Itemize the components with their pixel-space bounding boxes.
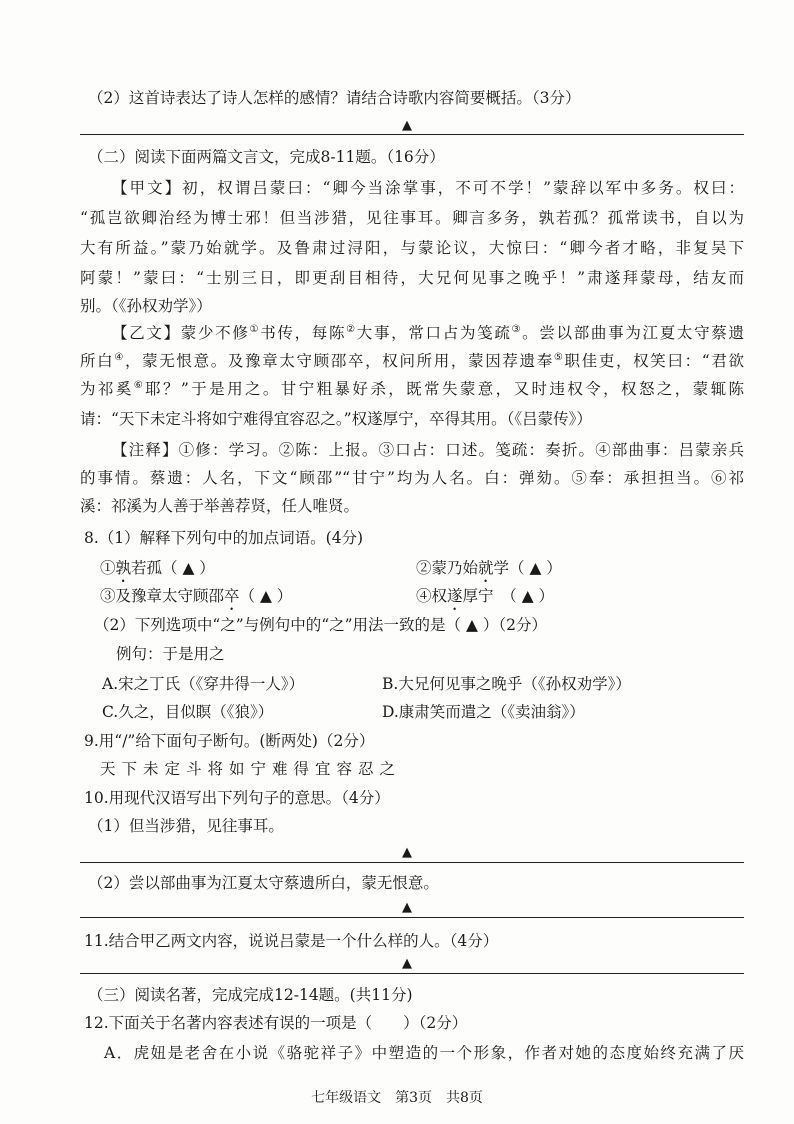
jia-text-line: 阿蒙！”蒙曰：“士别三日，即更刮目相待，大兄何见事之晚乎！”肃遂拜蒙母，结友而 <box>80 269 744 287</box>
jia-text-line: 【甲文】初，权谓吕蒙曰：“卿今当涂掌事，不可不学！”蒙辞以军中多务。权曰： <box>112 179 744 197</box>
answer-mark: ▲ <box>402 118 412 133</box>
jia-text-line: “孤岂欲卿治经为博士邪！但当涉猎，见往事耳。卿言多务，孰若孤？孤常读书，自以为 <box>80 209 744 227</box>
q8-option-b: B.大兄何见事之晚乎（《孙权劝学》） <box>382 675 631 693</box>
q8-item-2: ②蒙乃始就学（ ▲ ） <box>416 559 562 577</box>
question-9-title: 9.用“/”给下面句子断句。(断两处)（2分） <box>84 732 375 750</box>
q9-sentence: 天下未定斗将如宁难得宜容忍之 <box>100 760 402 778</box>
question-7-2: （2）这首诗表达了诗人怎样的感情？请结合诗歌内容简要概括。（3分） <box>88 89 581 107</box>
answer-mark: ▲ <box>402 845 412 860</box>
q10-sentence-1: （1）但当涉猎，见往事耳。 <box>88 817 284 835</box>
jia-text-line: 别。（《孙权劝学》） <box>80 297 212 315</box>
question-8-title: 8.（1）解释下列句中的加点词语。(4分) <box>84 529 364 547</box>
q8-option-d: D.康肃笑而遣之（《卖油翁》） <box>382 703 585 721</box>
q8-example: 例句：于是用之 <box>116 645 225 663</box>
notes-line: 【注释】①修：学习。②陈：上报。③口占：口述。笺疏：奏折。④部曲事：吕蒙亲兵 <box>112 441 744 459</box>
q8-part-2: （2）下列选项中“之”与例句中的“之”用法一致的是（ ▲ ）（2分） <box>94 616 547 634</box>
page-footer: 七年级语文 第3页 共8页 <box>311 1090 483 1106</box>
notes-line: 溪：祁溪为人善于举善荐贤，任人唯贤。 <box>80 497 360 515</box>
q12-option-a: A．虎妞是老舍在小说《骆驼祥子》中塑造的一个形象，作者对她的态度始终充满了厌 <box>104 1044 744 1062</box>
q10-sentence-2: （2）尝以部曲事为江夏太守蔡遗所白，蒙无恨意。 <box>88 874 439 892</box>
section-3-heading: （三）阅读名著，完成完成12-14题。(共11分) <box>88 986 413 1004</box>
question-11: 11.结合甲乙两文内容，说说吕蒙是一个什么样的人。（4分） <box>84 932 499 950</box>
yi-text-line: 请：“天下未定斗将如宁难得宜容忍之。”权遂厚宁，卒得其用。（《吕蒙传》） <box>80 410 592 428</box>
answer-mark: ▲ <box>402 956 412 971</box>
question-12: 12.下面关于名著内容表述有误的一项是（ ）（2分） <box>84 1014 468 1032</box>
jia-text-line: 大有所益。”蒙乃始就学。及鲁肃过浔阳，与蒙论议，大惊曰：“卿今者才略，非复吴下 <box>80 239 744 257</box>
q8-item-3: ③及豫章太守顾邵卒（ ▲ ） <box>100 587 293 605</box>
notes-line: 的事情。蔡遗：人名，下文“顾邵”“甘宁”均为人名。白：弹劾。⑤奉：承担担当。⑥祁 <box>80 469 744 487</box>
answer-line <box>80 862 744 863</box>
yi-text-line: 【乙文】蒙少不修①书传，每陈②大事，常口占为笺疏③。尝以部曲事为江夏太守蔡遗 <box>112 323 744 342</box>
yi-text-line: 所白④，蒙无恨意。及豫章太守顾邵卒，权问所用，蒙因荐遗奉⑤职佳吏，权笑曰：“君欲 <box>80 351 744 370</box>
q8-option-c: C.久之，目似瞑（《狼》） <box>102 703 274 721</box>
answer-mark: ▲ <box>402 900 412 915</box>
q8-item-4: ④权遂厚宁 （ ▲ ） <box>416 587 555 605</box>
q8-option-a: A.宋之丁氏（《穿井得一人》） <box>102 675 305 693</box>
section-2-heading: （二）阅读下面两篇文言文，完成8-11题。（16分） <box>88 148 445 166</box>
answer-line <box>80 917 744 918</box>
q8-item-1: ①孰若孤（ ▲ ） <box>100 559 215 577</box>
answer-line <box>80 973 744 974</box>
yi-text-line: 为祁奚⑥耶？”于是用之。甘宁粗暴好杀，既常失蒙意，又时违权令，权怒之，蒙辄陈 <box>80 379 744 398</box>
answer-line <box>80 134 744 135</box>
question-10-title: 10.用现代汉语写出下列句子的意思。（4分） <box>84 789 390 807</box>
